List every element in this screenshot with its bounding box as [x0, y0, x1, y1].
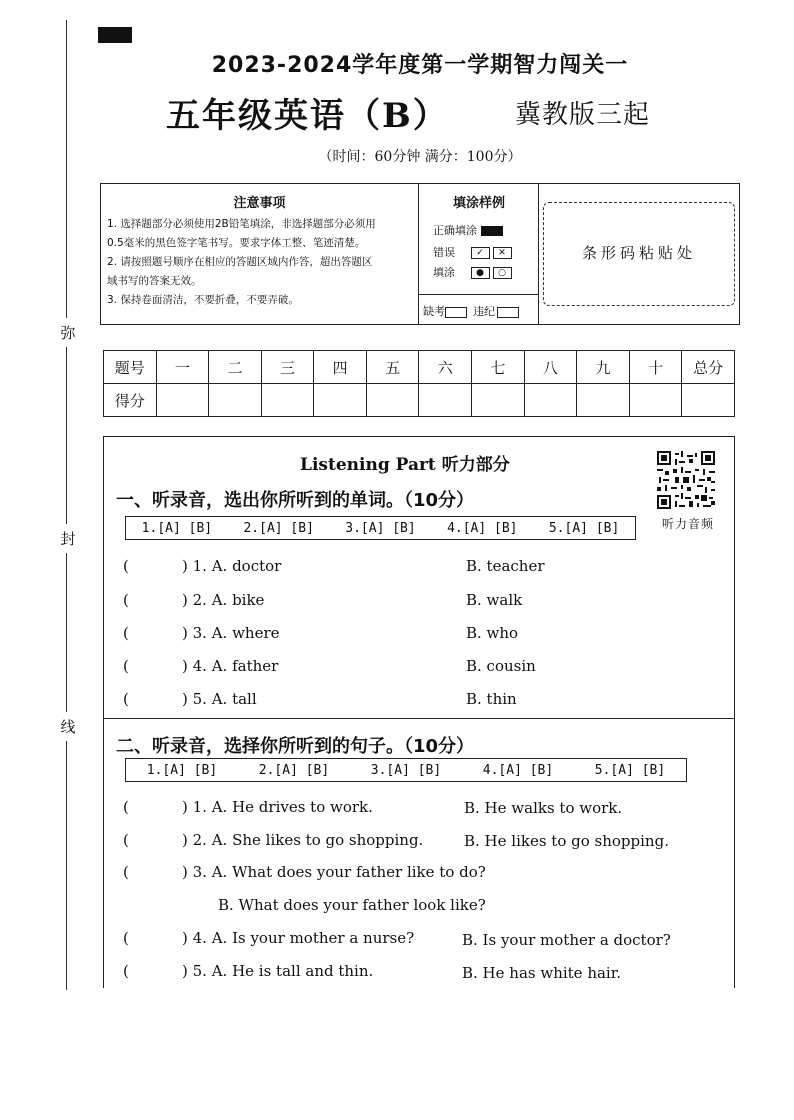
barcode-area: 条形码粘贴处 — [543, 202, 735, 306]
part1-answer-bar — [125, 516, 636, 540]
question-option-a: ) 4. A. father — [182, 657, 279, 675]
qr-code-label: 听力音频 — [661, 517, 714, 531]
question-option-b: B. thin — [466, 690, 517, 708]
question-option-a: ) 1. A. He drives to work. — [182, 798, 373, 816]
score-cell[interactable] — [472, 384, 525, 417]
answer-option[interactable]: 2.[A] [B] — [258, 762, 330, 778]
score-table-header-cell: 八 — [524, 351, 577, 384]
answer-option[interactable]: 5.[A] [B] — [548, 520, 620, 536]
question-paren: ( — [123, 798, 129, 816]
fill-wrong-label: 错误 — [433, 246, 455, 259]
dot-mark-icon: ● — [471, 267, 490, 279]
exam-edition: 冀教版三起 — [515, 100, 651, 130]
score-cell[interactable] — [419, 384, 472, 417]
fill-wrong-row — [433, 244, 512, 260]
score-table-header-cell: 一 — [156, 351, 209, 384]
score-table-header-cell: 二 — [209, 351, 262, 384]
question-option-a: ) 5. A. He is tall and thin. — [182, 962, 374, 980]
binding-char-xian: 线 — [58, 712, 78, 741]
question-paren: ( — [123, 557, 129, 575]
absent-label: 缺考 — [423, 305, 445, 318]
score-table-header-row — [104, 351, 735, 384]
section-divider — [103, 718, 735, 719]
question-paren: ( — [123, 690, 129, 708]
qr-code-icon[interactable] — [657, 451, 715, 509]
answer-option[interactable]: 4.[A] [B] — [482, 762, 554, 778]
question-option-a: ) 3. A. What does your father like to do? — [182, 863, 486, 881]
score-cell[interactable] — [209, 384, 262, 417]
score-table-score-row — [104, 384, 735, 417]
question-option-a: ) 1. A. doctor — [182, 557, 282, 575]
fill-example-title: 填涂样例 — [452, 196, 505, 211]
score-table-header-cell: 五 — [366, 351, 419, 384]
score-table-header-cell: 九 — [577, 351, 630, 384]
absent-row — [419, 294, 539, 326]
part2-title: 二、听录音，选择你所听到的句子。（10分） — [116, 736, 475, 757]
violation-label: 违纪 — [473, 305, 495, 318]
question-option-b: B. He likes to go shopping. — [464, 832, 669, 850]
answer-option[interactable]: 1.[A] [B] — [141, 520, 213, 536]
question-option-a: ) 2. A. She likes to go shopping. — [182, 831, 424, 849]
answer-option[interactable]: 1.[A] [B] — [146, 762, 218, 778]
score-row-label: 得分 — [104, 384, 157, 417]
score-table — [103, 350, 735, 417]
notice-item: 3. 保持卷面清洁，不要折叠，不要弄破。 — [107, 294, 299, 306]
score-table-header-cell: 六 — [419, 351, 472, 384]
notice-item: 域书写的答案无效。 — [107, 275, 202, 287]
question-paren: ( — [123, 962, 129, 980]
score-table-header-cell: 七 — [472, 351, 525, 384]
notice-title: 注意事项 — [233, 196, 286, 211]
score-cell[interactable] — [261, 384, 314, 417]
violation-checkbox[interactable] — [497, 307, 519, 318]
score-table-header-cell: 十 — [629, 351, 682, 384]
answer-option[interactable]: 3.[A] [B] — [370, 762, 442, 778]
answer-option[interactable]: 5.[A] [B] — [594, 762, 666, 778]
question-option-b: B. Is your mother a doctor? — [462, 931, 671, 949]
question-option-b: B. He walks to work. — [464, 799, 623, 817]
binding-char-mi: 弥 — [58, 318, 78, 347]
fill-example-section — [419, 184, 539, 324]
filled-mark-icon — [481, 226, 503, 236]
fill-fill-label: 填涂 — [433, 266, 455, 279]
fill-correct-row — [433, 222, 503, 238]
fill-correct-label: 正确填涂 — [433, 224, 477, 237]
listening-part-title: Listening Part 听力部分 — [300, 455, 510, 475]
notice-section — [101, 184, 419, 324]
score-table-header-cell: 四 — [314, 351, 367, 384]
score-table-header-cell: 题号 — [104, 351, 157, 384]
answer-option[interactable]: 2.[A] [B] — [243, 520, 314, 536]
notice-item: 2. 请按照题号顺序在相应的答题区域内作答，超出答题区 — [107, 256, 373, 268]
corner-marker — [98, 27, 132, 43]
question-option-a: ) 2. A. bike — [182, 591, 265, 609]
part1-title: 一、听录音，选出你所听到的单词。（10分） — [116, 490, 475, 511]
binding-char-feng: 封 — [58, 524, 78, 553]
score-cell[interactable] — [524, 384, 577, 417]
score-cell[interactable] — [314, 384, 367, 417]
notice-item: 1. 选择题部分必须使用2B铅笔填涂，非选择题部分必须用 — [107, 218, 376, 230]
score-cell[interactable] — [156, 384, 209, 417]
question-paren: ( — [123, 591, 129, 609]
question-option-a: ) 3. A. where — [182, 624, 280, 642]
question-paren: ( — [123, 624, 129, 642]
notice-item: 0.5毫米的黑色签字笔书写。要求字体工整、笔迹清楚。 — [107, 237, 366, 249]
score-cell[interactable] — [366, 384, 419, 417]
question-option-b: B. What does your father look like? — [218, 896, 486, 914]
notice-box — [100, 183, 740, 325]
score-cell[interactable] — [629, 384, 682, 417]
answer-option[interactable]: 3.[A] [B] — [345, 520, 416, 536]
question-paren: ( — [123, 657, 129, 675]
question-option-b: B. cousin — [466, 657, 536, 675]
question-option-b: B. who — [466, 624, 519, 642]
cross-mark-icon: ✕ — [493, 247, 512, 259]
question-paren: ( — [123, 929, 129, 947]
absent-checkbox[interactable] — [445, 307, 467, 318]
question-option-b: B. He has white hair. — [462, 964, 622, 982]
score-table-header-cell: 总分 — [682, 351, 735, 384]
question-option-b: B. walk — [466, 591, 523, 609]
exam-title: 2023-2024学年度第一学期智力闯关一 — [211, 53, 629, 78]
score-cell[interactable] — [577, 384, 630, 417]
score-cell[interactable] — [682, 384, 735, 417]
circle-mark-icon: ○ — [493, 267, 512, 279]
question-option-a: ) 4. A. Is your mother a nurse? — [182, 929, 415, 947]
question-option-a: ) 5. A. tall — [182, 690, 257, 708]
fill-wrong-row-2 — [433, 264, 512, 280]
answer-option[interactable]: 4.[A] [B] — [447, 520, 518, 536]
question-paren: ( — [123, 831, 129, 849]
question-paren: ( — [123, 863, 129, 881]
check-mark-icon: ✓ — [471, 247, 490, 259]
part2-answer-bar — [125, 758, 687, 782]
exam-time-score: （时间：60分钟 满分：100分） — [318, 149, 522, 165]
question-option-b: B. teacher — [466, 557, 545, 575]
exam-subject: 五年级英语（B） — [166, 96, 449, 136]
score-table-header-cell: 三 — [261, 351, 314, 384]
